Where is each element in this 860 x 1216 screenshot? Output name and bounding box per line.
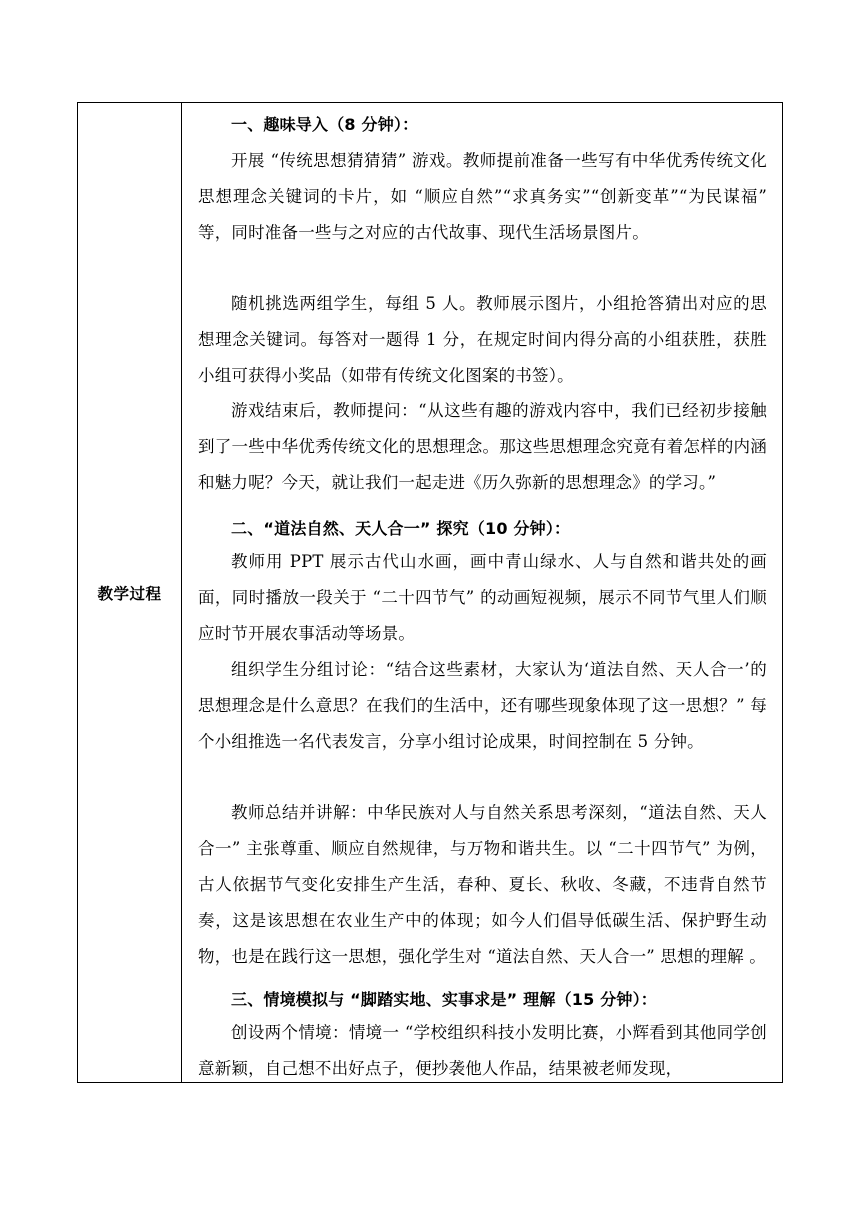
section-heading-2: 二、“道法自然、天人合一” 探究（10 分钟）：	[231, 519, 571, 538]
paragraph: 创设两个情境：情境一 “学校组织科技小发明比赛，小辉看到其他同学创意新颖，自己想不出好点子，便抄袭他人作品，结果被老师发现，	[198, 1023, 767, 1078]
content-cell	[182, 103, 782, 1082]
row-label-cell	[78, 103, 182, 1082]
section-heading-3: 三、情境模拟与 “脚踏实地、实事求是” 理解（15 分钟）：	[231, 990, 658, 1009]
paragraph: 随机挑选两组学生，每组 5 人。教师展示图片，小组抢答猜出对应的思想理念关键词。每答对一题得 1 分，在规定时间内得分高的小组获胜，获胜小组可获得小奖品（如带有传统文化图案的书签）。	[198, 294, 767, 385]
lesson-plan-table	[77, 102, 783, 1083]
paragraph: 游戏结束后，教师提问：“从这些有趣的游戏内容中，我们已经初步接触到了一些中华优秀传统文化的思想理念。那这些思想理念究竟有着怎样的内涵和魅力呢？今天，就让我们一起走进《历久弥新的思想理念》的学习。”	[198, 401, 767, 492]
row-label: 教学过程	[97, 584, 162, 603]
paragraph: 开展 “传统思想猜猜猜” 游戏。教师提前准备一些写有中华优秀传统文化思想理念关键词的卡片，如 “顺应自然”“求真务实”“创新变革”“为民谋福” 等，同时准备一些与之对应的古代故事、现代生活场景图片。	[198, 151, 767, 242]
paragraph: 教师总结并讲解：中华民族对人与自然关系思考深刻，“道法自然、天人合一” 主张尊重、顺应自然规律，与万物和谐共生。以 “二十四节气” 为例，古人依据节气变化安排生产生活，春种、夏长、秋收、冬藏，不违背自然节奏，这是该思想在农业生产中的体现；如今人们倡导低碳生活、保护野生动物，也是在践行这一思想，强化学生对 “道法自然、天人合一” 思想的理解 。	[198, 803, 767, 966]
section-heading-1: 一、趣味导入（8 分钟）：	[231, 115, 419, 134]
paragraph: 教师用 PPT 展示古代山水画，画中青山绿水、人与自然和谐共处的画面，同时播放一段关于 “二十四节气” 的动画短视频，展示不同节气里人们顺应时节开展农事活动等场景。	[198, 552, 767, 643]
paragraph: 组织学生分组讨论：“结合这些素材，大家认为‘道法自然、天人合一’的思想理念是什么意思？在我们的生活中，还有哪些现象体现了这一思想？” 每个小组推选一名代表发言，分享小组讨论成果，时间控制在 5 分钟。	[198, 660, 767, 751]
